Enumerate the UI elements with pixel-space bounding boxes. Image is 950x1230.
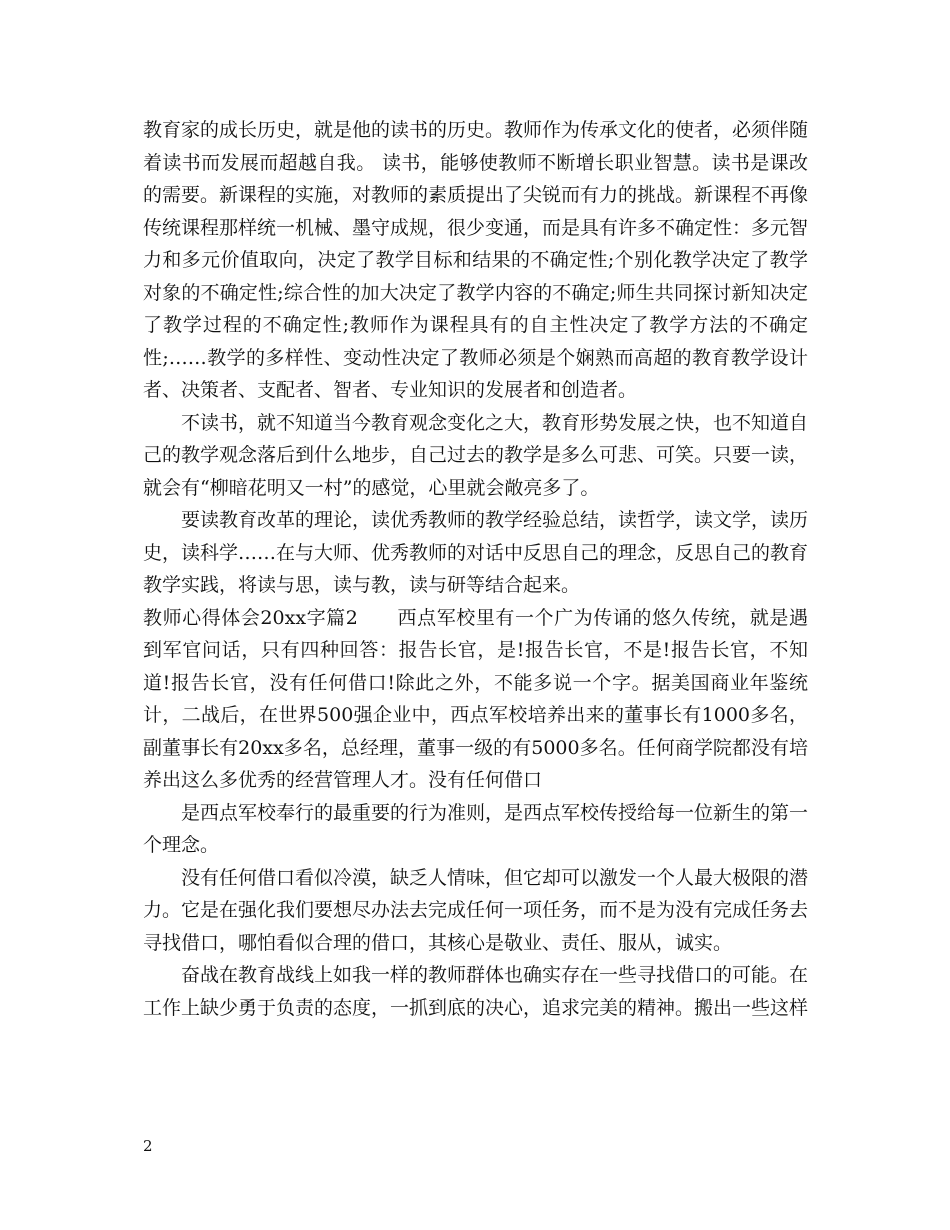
paragraph-4: 教师心得体会20xx字篇2 西点军校里有一个广为传诵的悠久传统，就是遇到军官问话，只有四种回答：报告长官，是!报告长官，不是!报告长官，不知道!报告长官，没有任何借口!除此之外，不能多说一个字。据美国商业年鉴统计，二战后，在世界500强企业中，西点军校培养出来的董事长有1000多名，副董事长有20xx多名，总经理，董事一级的有5000多名。任何商学院都没有培养出这么多优秀的经营管理人才。没有任何借口 (143, 606, 808, 791)
document-body (143, 114, 808, 1024)
paragraph-3: 要读教育改革的理论，读优秀教师的教学经验总结，读哲学，读文学，读历史，读科学……在与大师、优秀教师的对话中反思自己的理念，反思自己的教育教学实践，将读与思，读与教，读与研等结合起来。 (143, 509, 809, 596)
paragraph-2: 不读书，就不知道当今教育观念变化之大，教育形势发展之快，也不知道自己的教学观念落后到什么地步，自己过去的教学是多么可悲、可笑。只要一读，就会有“柳暗花明又一村”的感觉，心里就会敞亮多了。 (143, 411, 809, 499)
paragraph-5: 是西点军校奉行的最重要的行为准则，是西点军校传授给每一位新生的第一个理念。 (143, 801, 809, 856)
page-number: 2 (143, 1137, 153, 1155)
paragraph-6: 没有任何借口看似冷漠，缺乏人情味，但它却可以激发一个人最大极限的潜力。它是在强化我们要想尽办法去完成任何一项任务，而不是为没有完成任务去寻找借口，哪怕看似合理的借口，其核心是敬业、责任、服从，诚实。 (143, 866, 809, 954)
paragraph-7: 奋战在教育战线上如我一样的教师群体也确实存在一些寻找借口的可能。在工作上缺少勇于负责的态度，一抓到底的决心，追求完美的精神。搬出一些这样 (143, 964, 809, 1019)
paragraph-1: 教育家的成长历史，就是他的读书的历史。教师作为传承文化的使者，必须伴随着读书而发展而超越自我。 读书，能够使教师不断增长职业智慧。读书是课改的需要。新课程的实施，对教师的素质提出了尖锐而有力的挑战。新课程不再像传统课程那样统一机械、墨守成规，很少变通，而是具有许多不确定性：多元智力和多元价值取向，决定了教学目标和结果的不确定性;个别化教学决定了教学对象的不确定性;综合性的加大决定了教学内容的不确定;师生共同探讨新知决定了教学过程的不确定性;教师作为课程具有的自主性决定了教学方法的不确定性;……教学的多样性、变动性决定了教师必须是个娴熟而高超的教育教学设计者、决策者、支配者、智者、专业知识的发展者和创造者。 (143, 119, 809, 401)
